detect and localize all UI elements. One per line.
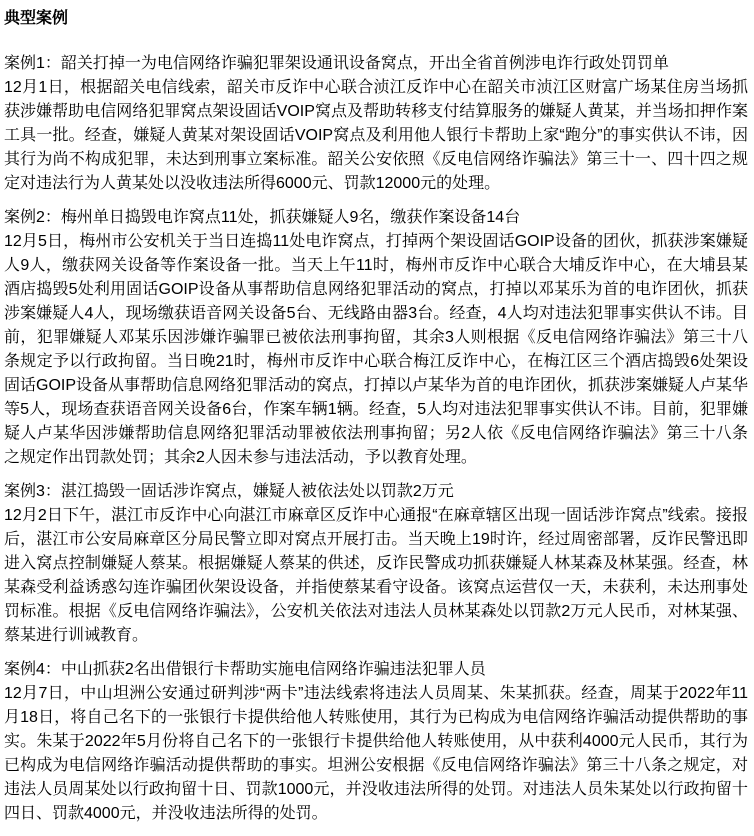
- case-3-body: 12月2日下午，湛江市反诈中心向湛江市麻章区反诈中心通报“在麻章辖区出现一固话涉诈窝点”线索。接报后，湛江市公安局麻章区分局民警立即对窝点开展打击。当天晚上19时许，经过周密部署，反诈民警迅即进入窝点控制嫌疑人蔡某。根据嫌疑人蔡某的供述，反诈民警成功抓获嫌疑人林某森及林某强。经查，林某森受利益诱惑勾连诈骗团伙架设设备，并指使蔡某看守设备。该窝点运营仅一天，未获利，未达刑事处罚标准。根据《反电信网络诈骗法》，公安机关依法对违法人员林某森处以罚款2万元人民币，对林某强、蔡某进行训诫教育。: [4, 507, 748, 644]
- case-block-4: [4, 658, 748, 826]
- case-block-1: [4, 52, 748, 196]
- case-1-heading: 案例1：韶关打掉一为电信网络诈骗犯罪架设通讯设备窝点，开出全省首例涉电诈行政处罚罚单: [4, 55, 669, 72]
- case-4-body: 12月7日，中山坦洲公安通过研判涉“两卡”违法线索将违法人员周某、朱某抓获。经查，周某于2022年11月18日，将自己名下的一张银行卡提供给他人转账使用，其行为已构成为电信网络诈骗活动提供帮助的事实。朱某于2022年5月份将自己名下的一张银行卡提供给他人转账使用，从中获利4000元人民币，其行为已构成为电信网络诈骗活动提供帮助的事实。坦洲公安根据《反电信网络诈骗法》第三十八条之规定，对违法人员周某处以行政拘留十日、罚款1000元，并没收违法所得的处罚。对违法人员朱某处以行政拘留十四日、罚款4000元，并没收违法所得的处罚。: [4, 685, 748, 822]
- page-title: 典型案例: [4, 10, 69, 27]
- case-2-heading: 案例2：梅州单日捣毁电诈窝点11处，抓获嫌疑人9名，缴获作案设备14台: [4, 209, 521, 226]
- case-1-body: 12月1日，根据韶关电信线索，韶关市反诈中心联合浈江反诈中心在韶关市浈江区财富广场某住房当场抓获涉嫌帮助电信网络犯罪窝点架设固话VOIP窝点及帮助转移支付结算服务的嫌疑人黄某，并当场扣押作案工具一批。经查，嫌疑人黄某对架设固话VOIP窝点及利用他人银行卡帮助上家“跑分”的事实供认不讳，因其行为尚不构成犯罪，未达到刑事立案标准。韶关公安依照《反电信网络诈骗法》第三十一、四十四之规定对违法行为人黄某处以没收违法所得6000元、罚款12000元的处理。: [4, 79, 748, 192]
- document-page: [4, 10, 748, 826]
- case-4-heading: 案例4：中山抓获2名出借银行卡帮助实施电信网络诈骗违法犯罪人员: [4, 661, 486, 678]
- case-block-2: [4, 206, 748, 470]
- case-3-heading: 案例3：湛江捣毁一固话涉诈窝点，嫌疑人被依法处以罚款2万元: [4, 483, 454, 500]
- case-2-body: 12月5日，梅州市公安机关于当日连捣11处电诈窝点，打掉两个架设固话GOIP设备的团伙，抓获涉案嫌疑人9人，缴获网关设备等作案设备一批。当天上午11时，梅州市反诈中心联合大埔反诈中心，在大埔县某酒店捣毁5处利用固话GOIP设备从事帮助信息网络犯罪活动的窝点，打掉以邓某乐为首的电诈团伙，抓获涉案嫌疑人4人，现场缴获语音网关设备5台、无线路由器3台。经查，4人均对违法犯罪事实供认不讳。目前，犯罪嫌疑人邓某乐因涉嫌诈骗罪已被依法刑事拘留，其余3人则根据《反电信网络诈骗法》第三十八条规定予以行政拘留。当日晚21时，梅州市反诈中心联合梅江反诈中心，在梅江区三个酒店捣毁6处架设固话GOIP设备从事帮助信息网络犯罪活动的窝点，打掉以卢某华为首的电诈团伙，抓获涉案嫌疑人卢某华等5人，现场查获语音网关设备6台，作案车辆1辆。经查，5人均对违法犯罪事实供认不讳。目前，犯罪嫌疑人卢某华因涉嫌帮助信息网络犯罪活动罪被依法刑事拘留；另2人依《反电信网络诈骗法》第三十八条之规定作出罚款处罚；其余2人因未参与违法活动，予以教育处理。: [4, 233, 749, 466]
- case-block-3: [4, 480, 748, 648]
